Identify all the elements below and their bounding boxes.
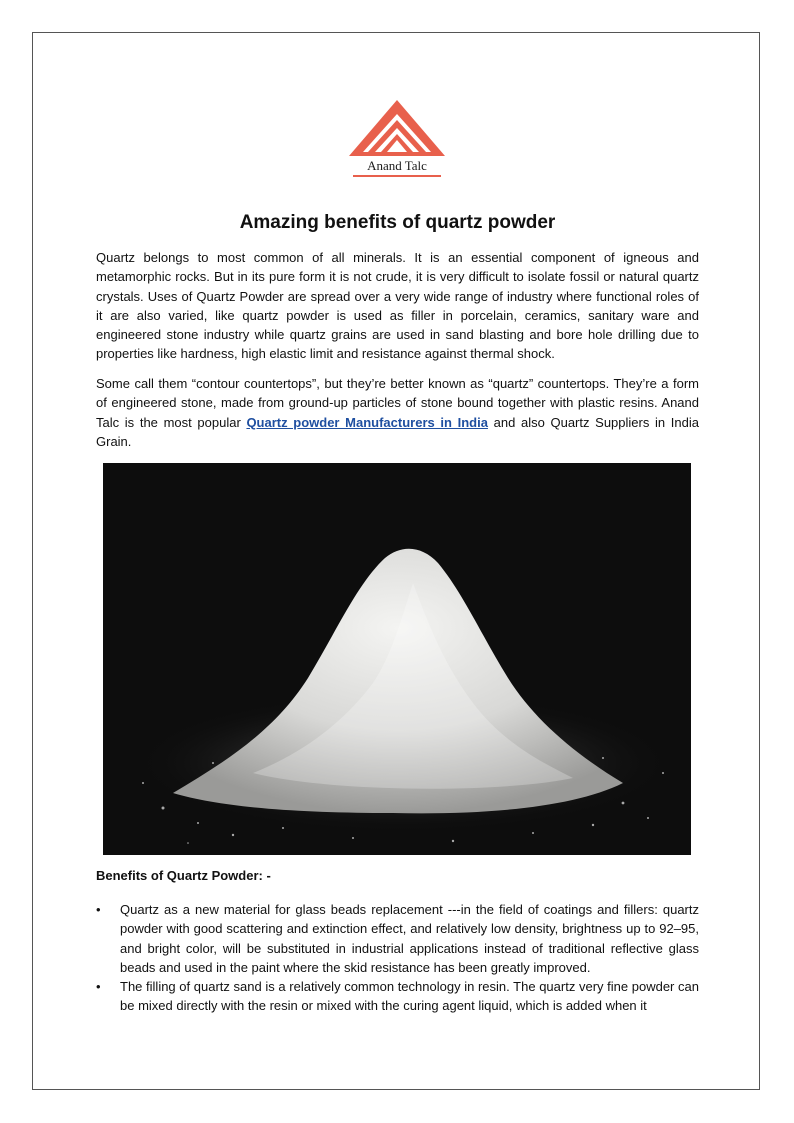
benefits-heading: Benefits of Quartz Powder: -: [96, 868, 271, 883]
benefits-list: [96, 900, 699, 1016]
bullet-icon: •: [96, 979, 101, 995]
page-title: Amazing benefits of quartz powder: [239, 212, 556, 233]
bullet-icon: •: [96, 902, 101, 917]
list-item: [96, 977, 699, 1016]
list-item-text: Quartz as a new material for glass beads replacement ---in the field of coatings and fillers: quartz powder with good scattering and extinction effect, and relatively low density, brightness up to 92–95, and bright color, will be substituted in industrial applications instead of traditional reflective glass beads and used in the paint where the skid resistance has been greatly improved.: [120, 902, 699, 975]
list-item: [96, 900, 699, 977]
countertops-paragraph: [96, 374, 699, 451]
list-item-text: The filling of quartz sand is a relatively common technology in resin. The quartz very fine powder can be mixed directly with the resin or mixed with the curing agent liquid, which is added when it: [120, 979, 699, 1014]
anand-talc-logo: [347, 98, 447, 182]
paragraph-text-before-link: Some call them “contour countertops”, but they’re better known as “quartz” countertops. They’re a form of engineered stone, made from ground-up particles of stone bound together with plastic resins. Anand Talc is the most popular: [96, 376, 699, 430]
quartz-manufacturers-link[interactable]: Quartz powder Manufacturers in India: [246, 414, 488, 430]
intro-paragraph: Quartz belongs to most common of all minerals. It is an essential component of igneous and metamorphic rocks. But in its pure form it is not crude, it is very difficult to isolate fossil or natural quartz crystals. Uses of Quartz Powder are spread over a very wide range of industry where functional roles of it are also varied, like quartz powder is used as filler in porcelain, ceramics, sanitary ware and engineered stone industry while quartz grains are used in sand blasting and bore hole drilling due to properties like hardness, high elastic limit and resistance against thermal shock.: [96, 250, 699, 362]
paragraph-text-after-link: and also Quartz Suppliers in India Grain.: [96, 414, 699, 449]
quartz-powder-photo: [103, 463, 691, 855]
logo-text: Anand Talc: [367, 158, 427, 173]
